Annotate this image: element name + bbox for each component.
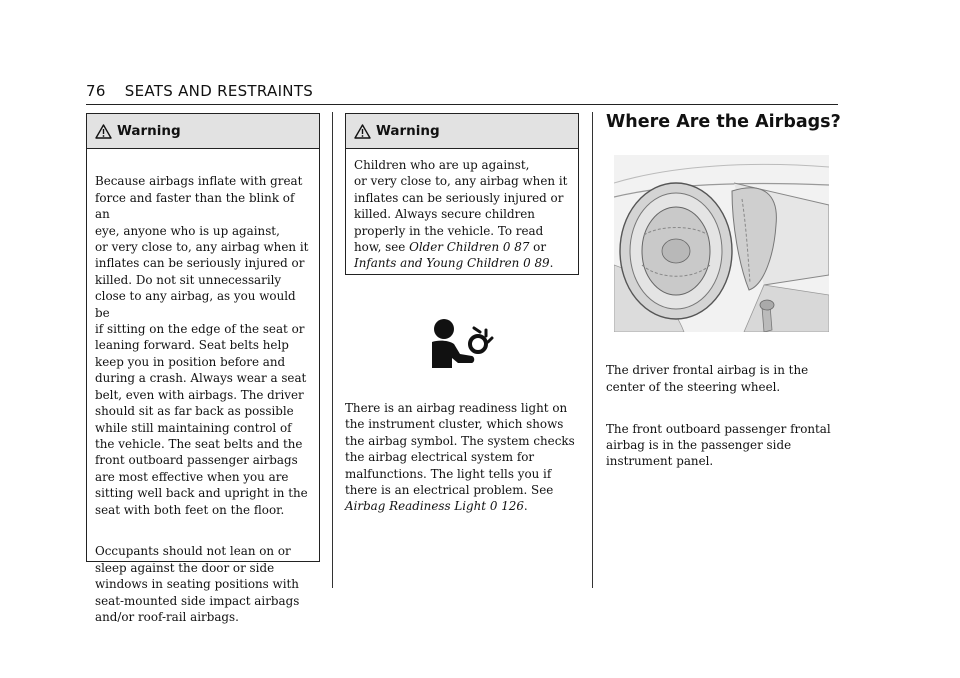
passenger-airbag-paragraph: The front outboard passenger frontal airbag is in the passenger side instrument panel.: [606, 421, 831, 469]
section-heading: Where Are the Airbags?: [606, 112, 841, 132]
airbag-readiness-icon: [428, 318, 496, 372]
airbag-location-illustration: [614, 155, 829, 332]
airbags-text-block: [606, 346, 838, 495]
warning-title: Warning: [117, 123, 181, 139]
driver-airbag-paragraph: The driver frontal airbag is in the center of the steering wheel.: [606, 363, 809, 394]
warning-body: [87, 149, 319, 650]
warning-paragraph-1: Because airbags inflate with great force and faster than the blink of an eye, anyone who is up against, or very close to, any airbag when it inflates can be seriously injured or killed. Do not sit unnecessarily close to any airbag, as you would be if sitting on the edge of the seat or leaning forward. Seat belts help keep you in position before and during a crash. Always wear a seat belt, even with airbags. The driver should sit as far back as possible while still maintaining control of the vehicle. The seat belts and the front outboard passenger airbags are most effective when you are sitting well back and upright in the seat with both feet on the floor.: [95, 174, 309, 517]
page-ref-126: 0 126: [489, 499, 524, 514]
page-number: 76: [86, 82, 106, 100]
column-divider-2: [592, 112, 593, 588]
warning-text: Children who are up against, or very close to, any airbag when it inflates can be seriously injured or killed. Always secure children properly in the vehicle. To read how, see: [354, 158, 568, 255]
warning-box-1: [86, 113, 320, 624]
page-header: [86, 82, 838, 105]
warning-box-2: [345, 113, 579, 275]
page-ref-89: 0 89: [523, 256, 550, 271]
end-punct: .: [549, 256, 554, 271]
link-infants-young-children[interactable]: Infants and Young Children: [354, 256, 520, 271]
page-ref-87: 0 87: [502, 240, 530, 255]
readiness-text-block: [345, 400, 585, 515]
connector-text: or: [529, 240, 547, 255]
warning-triangle-icon: [354, 124, 371, 139]
warning-triangle-icon: [95, 124, 112, 139]
link-older-children[interactable]: Older Children: [409, 240, 500, 255]
warning-body: [346, 149, 578, 280]
column-divider-1: [332, 112, 333, 588]
warning-header: [346, 114, 578, 149]
end-punct: .: [523, 499, 528, 514]
warning-title: Warning: [376, 123, 440, 139]
link-airbag-readiness-light[interactable]: Airbag Readiness Light: [345, 499, 487, 514]
section-title: SEATS AND RESTRAINTS: [124, 82, 314, 100]
readiness-text: There is an airbag readiness light on the instrument cluster, which shows the airbag symbol. The system checks the airbag electrical system for malfunctions. The light tells you if there is an electrical problem. See: [345, 401, 575, 498]
warning-paragraph-2: Occupants should not lean on or sleep against the door or side windows in seating positions with seat-mounted side impact airbags and/or roof-rail airbags.: [95, 544, 300, 624]
warning-header: [87, 114, 319, 149]
